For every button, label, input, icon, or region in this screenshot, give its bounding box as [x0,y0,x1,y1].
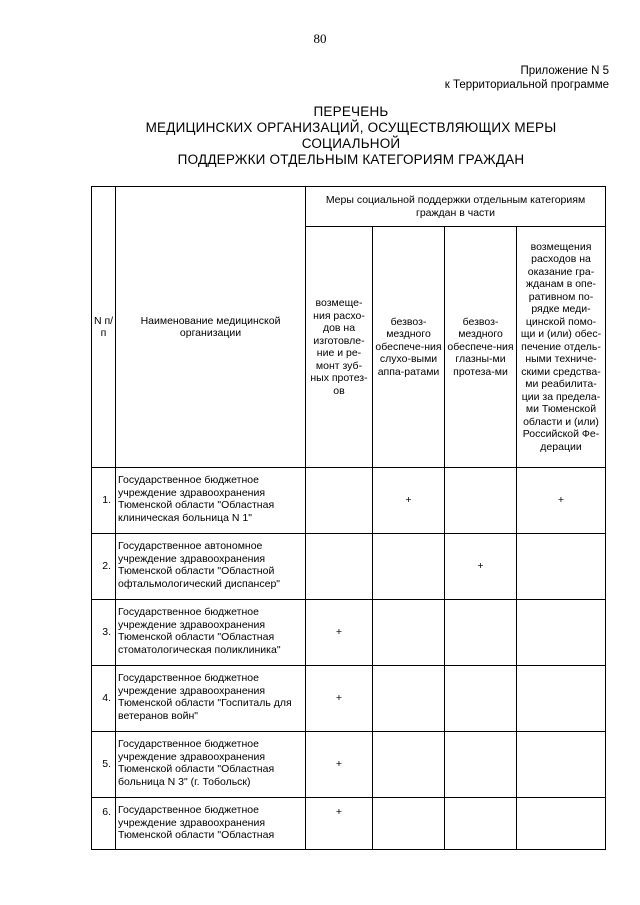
title-line-1: ПЕРЕЧЕНЬ [313,104,389,119]
header-group-text: Меры социальной поддержки отдельным категориям граждан в части [325,194,586,219]
cell-eye [445,600,517,666]
header-measures-group [306,187,606,227]
appendix-line-2: к Территориальной программе [444,79,609,91]
cell-hearing [373,732,445,798]
row-name: Государственное бюджетное учреждение здравоохранения Тюменской области "Госпиталь для ветеранов войн" [116,666,306,732]
row-num: 5. [92,732,116,798]
table-row [92,468,606,534]
title-line-3: СОЦИАЛЬНОЙ [301,136,401,151]
header-col-dental [306,227,373,468]
title-line-2: МЕДИЦИНСКИХ ОРГАНИЗАЦИЙ, ОСУЩЕСТВЛЯЮЩИХ МЕРЫ [145,120,557,135]
header-row-1 [92,187,606,227]
cell-rehab [517,666,606,732]
header-rehab-text: возмещения расходов на оказание гра-жданам в опе-ративном по-рядке меди-цинской помо-щи и (или) обес-печение отдель-ными техниче-скими средства-ми реабилита-ции за предела-ми Тюменской области и (или) Российской Фе-дерации [520,240,602,453]
row-name: Государственное бюджетное учреждение здравоохранения Тюменской области "Областная клиническая больница N 1" [116,468,306,534]
header-col-eye [445,227,517,468]
cell-eye [445,468,517,534]
row-name: Государственное бюджетное учреждение здравоохранения Тюменской области "Областная [116,798,306,850]
cell-hearing [373,600,445,666]
header-hearing-text: безвоз-мездного обеспече-ния слухо-выми аппа-ратами [375,315,442,378]
row-name: Государственное бюджетное учреждение здравоохранения Тюменской области "Областная стоматологическая поликлиника" [116,600,306,666]
row-num: 2. [92,534,116,600]
header-eye-text: безвоз-мездного обеспече-ния глазны-ми протеза-ми [447,315,514,378]
cell-rehab [517,798,606,850]
cell-dental: + [306,600,373,666]
row-num: 4. [92,666,116,732]
row-name: Государственное бюджетное учреждение здравоохранения Тюменской области "Областная больница N 3" (г. Тобольск) [116,732,306,798]
cell-rehab [517,534,606,600]
row-name: Государственное автономное учреждение здравоохранения Тюменской области "Областной офтальмологический диспансер" [116,534,306,600]
table-row [92,534,606,600]
cell-hearing [373,534,445,600]
title-line-4: ПОДДЕРЖКИ ОТДЕЛЬНЫМ КАТЕГОРИЯМ ГРАЖДАН [177,152,525,167]
cell-eye [445,798,517,850]
appendix-line-1: Приложение N 5 [520,65,609,77]
header-num: N п/п [92,187,116,468]
cell-rehab: + [517,468,606,534]
cell-hearing: + [373,468,445,534]
page-number: 80 [313,31,327,46]
header-col-hearing [373,227,445,468]
table-row [92,600,606,666]
table-row [92,666,606,732]
cell-dental [306,534,373,600]
cell-eye [445,732,517,798]
header-name [116,187,306,468]
cell-rehab [517,732,606,798]
row-num: 1. [92,468,116,534]
row-num: 3. [92,600,116,666]
table-row [92,798,606,850]
document-title [0,104,640,168]
cell-eye [445,666,517,732]
cell-rehab [517,600,606,666]
organizations-table [91,186,606,850]
cell-dental: + [306,732,373,798]
header-name-text: Наименование медицинской организации [140,314,281,339]
cell-hearing [373,666,445,732]
cell-dental: + [306,798,373,850]
header-col-rehab [517,227,606,468]
table-row [92,732,606,798]
header-dental-text: возмеще-ния расхо-дов на изготовле-ние и ре-монт зуб-ных протез-ов [310,297,368,397]
cell-hearing [373,798,445,850]
appendix-note [445,64,609,92]
cell-eye: + [445,534,517,600]
cell-dental: + [306,666,373,732]
cell-dental [306,468,373,534]
row-num: 6. [92,798,116,850]
